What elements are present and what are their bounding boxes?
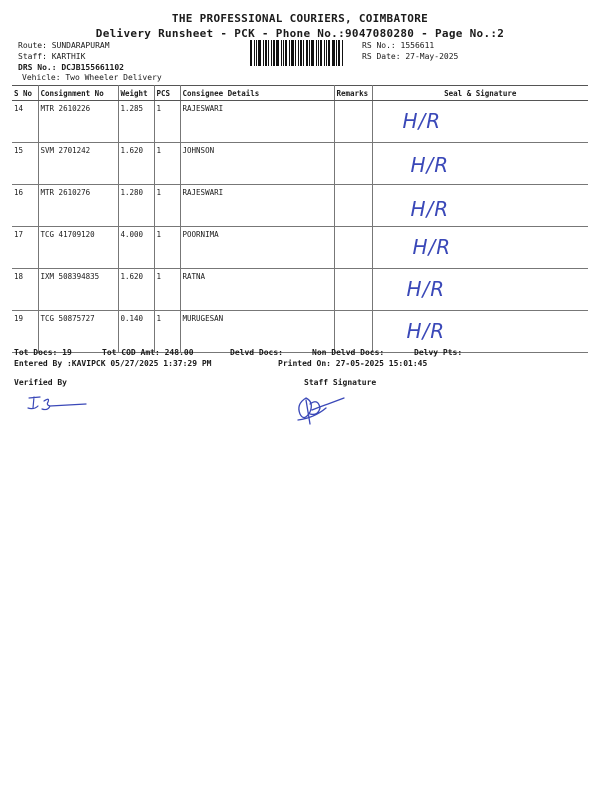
cell-pcs: 1 <box>154 269 180 311</box>
handwritten-signature: H/R <box>410 197 450 221</box>
cell-weight: 1.285 <box>118 101 154 143</box>
total-cod-amount: Tot COD Amt: 248.00 <box>102 348 194 357</box>
cell-consignee: MURUGESAN <box>180 311 334 353</box>
cell-sno: 17 <box>12 227 38 269</box>
table-row <box>12 143 588 185</box>
delivery-points: Delvy Pts: <box>414 348 463 357</box>
barcode-bar <box>326 40 327 66</box>
barcode-bar <box>316 40 317 66</box>
cell-consignment: TCG 50875727 <box>38 311 118 353</box>
barcode-bar <box>291 40 294 66</box>
cell-signature <box>372 101 588 143</box>
table-row <box>12 185 588 227</box>
non-delivered-docs: Non Delvd Docs: <box>312 348 385 357</box>
cell-consignment: IXM 508394835 <box>38 269 118 311</box>
barcode-bar <box>295 40 296 66</box>
cell-signature <box>372 269 588 311</box>
cell-signature <box>372 185 588 227</box>
cell-pcs: 1 <box>154 143 180 185</box>
barcode-bar <box>271 40 272 66</box>
verifier-signature <box>26 392 90 414</box>
barcode-bar <box>285 40 287 66</box>
barcode-bar <box>265 40 267 66</box>
barcode-bar <box>250 40 252 66</box>
cell-consignment: MTR 2610276 <box>38 185 118 227</box>
total-docs: Tot Docs: 19 <box>14 348 72 357</box>
barcode-bar <box>289 40 290 66</box>
barcode-bar <box>303 40 304 66</box>
barcode-bar <box>281 40 282 66</box>
barcode-bar <box>318 40 319 66</box>
cell-pcs: 1 <box>154 227 180 269</box>
cell-weight: 1.620 <box>118 143 154 185</box>
verified-by-label: Verified By <box>14 378 67 387</box>
table-row <box>12 101 588 143</box>
barcode-bar <box>263 40 264 66</box>
barcode-bar <box>298 40 299 66</box>
delivered-docs: Delvd Docs: <box>230 348 283 357</box>
cell-weight: 1.620 <box>118 269 154 311</box>
col-sno: S No <box>12 86 38 101</box>
handwritten-signature: H/R <box>402 109 442 133</box>
table-row <box>12 311 588 353</box>
col-consignee: Consignee Details <box>180 86 334 101</box>
cell-signature <box>372 227 588 269</box>
cell-consignee: POORNIMA <box>180 227 334 269</box>
barcode-bar <box>320 40 322 66</box>
barcode-bar <box>332 40 335 66</box>
barcode-bar <box>306 40 308 66</box>
barcode-bar <box>342 40 343 66</box>
cell-consignment: TCG 41709120 <box>38 227 118 269</box>
cell-remarks <box>334 227 372 269</box>
cell-remarks <box>334 185 372 227</box>
barcode-bar <box>258 40 261 66</box>
col-pcs: PCS <box>154 86 180 101</box>
cell-sno: 18 <box>12 269 38 311</box>
staff-label: Staff: KARTHIK <box>18 52 86 61</box>
barcode-bar <box>300 40 302 66</box>
staff-signature-mark <box>292 390 348 428</box>
table-row <box>12 227 588 269</box>
staff-signature-label: Staff Signature <box>304 378 377 387</box>
cell-weight: 1.280 <box>118 185 154 227</box>
barcode-bar <box>268 40 269 66</box>
table-header-row <box>12 86 588 101</box>
table-row <box>12 269 588 311</box>
cell-weight: 4.000 <box>118 227 154 269</box>
barcode-bar <box>273 40 275 66</box>
company-title: THE PROFESSIONAL COURIERS, COIMBATORE <box>171 12 429 25</box>
barcode-bar <box>283 40 284 66</box>
col-consignment: Consignment No <box>38 86 118 101</box>
vehicle-label: Vehicle: Two Wheeler Delivery <box>22 73 162 82</box>
cell-consignee: RAJESWARI <box>180 185 334 227</box>
cell-consignee: RATNA <box>180 269 334 311</box>
col-weight: Weight <box>118 86 154 101</box>
barcode <box>250 40 350 66</box>
drs-number: DRS No.: DCJB155661102 <box>18 63 124 72</box>
cell-sno: 14 <box>12 101 38 143</box>
barcode-bar <box>311 40 314 66</box>
cell-remarks <box>334 269 372 311</box>
barcode-bar <box>328 40 330 66</box>
cell-remarks <box>334 311 372 353</box>
cell-signature <box>372 143 588 185</box>
col-seal-signature: Seal & Signature <box>372 86 588 101</box>
rs-number: RS No.: 1556611 <box>362 41 435 50</box>
cell-pcs: 1 <box>154 101 180 143</box>
delivery-table <box>12 85 588 353</box>
cell-consignee: RAJESWARI <box>180 101 334 143</box>
barcode-bar <box>309 40 310 66</box>
cell-sno: 15 <box>12 143 38 185</box>
barcode-bar <box>256 40 257 66</box>
barcode-bar <box>276 40 279 66</box>
cell-pcs: 1 <box>154 311 180 353</box>
handwritten-signature: H/R <box>412 235 452 259</box>
cell-weight: 0.140 <box>118 311 154 353</box>
cell-remarks <box>334 143 372 185</box>
barcode-bar <box>336 40 337 66</box>
cell-pcs: 1 <box>154 185 180 227</box>
handwritten-signature: H/R <box>410 153 450 177</box>
entered-by: Entered By :KAVIPCK 05/27/2025 1:37:29 PM <box>14 359 212 368</box>
cell-sno: 16 <box>12 185 38 227</box>
cell-sno: 19 <box>12 311 38 353</box>
cell-consignment: SVM 2701242 <box>38 143 118 185</box>
route-label: Route: SUNDARAPURAM <box>18 41 110 50</box>
cell-signature <box>372 311 588 353</box>
barcode-bar <box>324 40 325 66</box>
barcode-bar <box>254 40 255 66</box>
handwritten-signature: H/R <box>406 319 446 343</box>
cell-consignment: MTR 2610226 <box>38 101 118 143</box>
col-remarks: Remarks <box>334 86 372 101</box>
rs-date: RS Date: 27-May-2025 <box>362 52 459 61</box>
barcode-bar <box>338 40 340 66</box>
printed-on: Printed On: 27-05-2025 15:01:45 <box>278 359 428 368</box>
cell-remarks <box>334 101 372 143</box>
cell-consignee: JOHNSON <box>180 143 334 185</box>
handwritten-signature: H/R <box>406 277 446 301</box>
runsheet-subtitle: Delivery Runsheet - PCK - Phone No.:9047080280 - Page No.:2 <box>95 27 505 40</box>
